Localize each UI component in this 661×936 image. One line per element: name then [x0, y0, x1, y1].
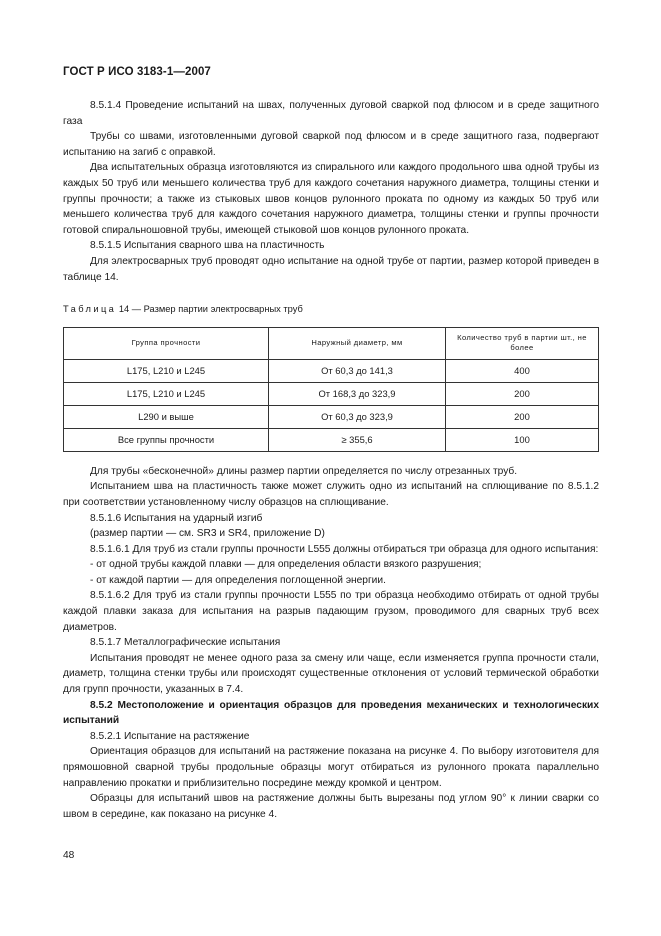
- page-number: 48: [63, 850, 75, 861]
- paragraph: Образцы для испытаний швов на растяжение должны быть вырезаны под углом 90° к линии сварки со швом в середине, как показано на рисунке 4.: [63, 793, 599, 820]
- cell-strength-group: L175, L210 и L245: [64, 382, 269, 405]
- list-item: - от каждой партии — для определения поглощенной энергии.: [90, 574, 386, 586]
- table-caption-text: 14 — Размер партии электросварных труб: [116, 304, 303, 315]
- cell-outer-diameter: ≥ 355,6: [269, 428, 446, 451]
- paragraph: (размер партии — см. SR3 и SR4, приложение D): [90, 528, 325, 540]
- paragraph: Два испытательных образца изготовляются из спирального или каждого продольного шва одной трубы из каждых 50 труб или меньшего количества труб для каждого сочетания наружного диаметра, толщины стенки и группы прочности; а также из стыковых швов концов рулонного проката по одному из каждых 50 труб или меньшего количества труб для каждого сочетания наружного диаметра, толщины стенки и группы прочности готовой спиральношовной трубы, имеющей стыковой шов концов рулонного проката.: [63, 162, 599, 236]
- table-row: [64, 359, 599, 382]
- paragraph: Для трубы «бесконечной» длины размер партии определяется по числу отрезанных труб.: [90, 465, 518, 477]
- paragraph: Для электросварных труб проводят одно испытание на одной трубе от партии, размер которой приведен в таблице 14.: [63, 255, 599, 283]
- header-pipe-count: Количество труб в партии шт., не более: [446, 327, 599, 359]
- table-caption-prefix: Таблица: [63, 304, 117, 315]
- cell-pipe-count: 100: [446, 428, 599, 451]
- paragraph: Ориентация образцов для испытаний на растяжение показана на рисунке 4. По выбору изготовителя для прямошовной сварной трубы продольные образцы могут отбираться из рулонного проката параллельно направлению прокатки и приблизительно посредине между кромкой и центром.: [63, 746, 599, 789]
- clause-8-5-1-6-2: 8.5.1.6.2 Для труб из стали группы прочности L555 по три образца необходимо отбирать от одной трубы каждой плавки заказа для испытания на разрыв падающим грузом, проводимого для сварных труб всех диаметров.: [63, 590, 599, 633]
- clause-8-5-2-title: 8.5.2 Местоположение и ориентация образцов для проведения механических и технологических испытаний: [63, 699, 599, 727]
- paragraph: Испытания проводят не менее одного раза за смену или чаще, если изменяется группа прочности стали, диаметр, толщина стенки трубы или происходят существенные отклонения от условий термической обработки для групп прочности, указанных в 7.4.: [63, 652, 599, 696]
- list-item: - от одной трубы каждой плавки — для определения области вязкого разрушения;: [90, 559, 482, 571]
- cell-outer-diameter: От 60,3 до 323,9: [269, 405, 446, 428]
- clause-8-5-1-5-title: 8.5.1.5 Испытания сварного шва на пластичность: [90, 240, 325, 252]
- clause-8-5-1-6-1: 8.5.1.6.1 Для труб из стали группы прочности L555 должны отбираться три образца для одного испытания:: [90, 543, 599, 555]
- cell-pipe-count: 200: [446, 382, 599, 405]
- batch-size-table: [63, 327, 599, 452]
- cell-strength-group: L290 и выше: [64, 405, 269, 428]
- paragraph: Испытанием шва на пластичность также может служить одно из испытаний на сплющивание по 8.5.1.2 при соответствии установленному числу образцов на сплющивание.: [63, 481, 599, 508]
- table-row: [64, 405, 599, 428]
- clause-8-5-2-1-title: 8.5.2.1 Испытание на растяжение: [90, 730, 250, 742]
- page-header: ГОСТ Р ИСО 3183-1—2007: [63, 66, 211, 78]
- page-content: [63, 98, 599, 822]
- cell-outer-diameter: От 168,3 до 323,9: [269, 382, 446, 405]
- cell-pipe-count: 400: [446, 359, 599, 382]
- paragraph: Трубы со швами, изготовленными дуговой сваркой под флюсом и в среде защитного газа, подвергают испытанию на загиб с оправкой.: [63, 131, 599, 158]
- table-header-row: [64, 327, 599, 359]
- header-strength-group: Группа прочности: [64, 327, 269, 359]
- table-row: [64, 428, 599, 451]
- clause-8-5-1-6-title: 8.5.1.6 Испытания на ударный изгиб: [90, 512, 263, 524]
- cell-strength-group: Все группы прочности: [64, 428, 269, 451]
- cell-outer-diameter: От 60,3 до 141,3: [269, 359, 446, 382]
- cell-strength-group: L175, L210 и L245: [64, 359, 269, 382]
- clause-8-5-1-7-title: 8.5.1.7 Металлографические испытания: [90, 637, 281, 649]
- header-outer-diameter: Наружный диаметр, мм: [269, 327, 446, 359]
- clause-8-5-1-4-title: 8.5.1.4 Проведение испытаний на швах, полученных дуговой сваркой под флюсом и в среде защитного газа: [63, 100, 599, 127]
- table-row: [64, 382, 599, 405]
- cell-pipe-count: 200: [446, 405, 599, 428]
- table-caption: [63, 302, 599, 318]
